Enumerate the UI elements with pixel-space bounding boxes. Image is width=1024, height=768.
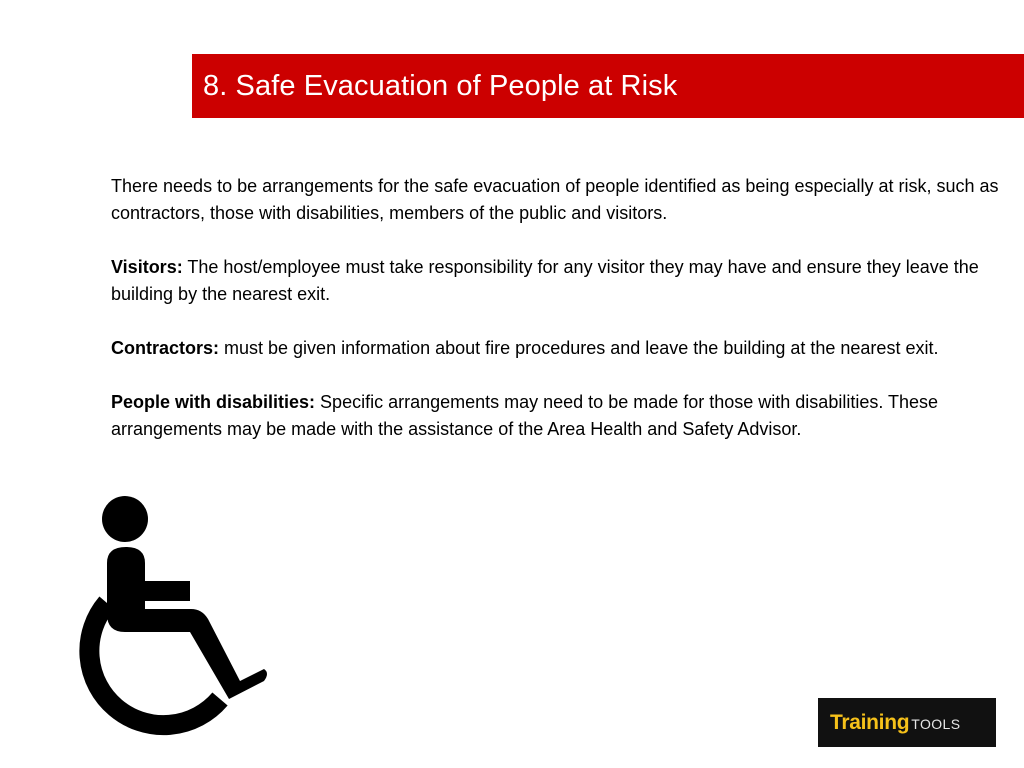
contractors-label: Contractors: xyxy=(111,338,220,358)
wheelchair-icon xyxy=(44,489,279,744)
logo-training: Training xyxy=(830,710,910,734)
logo-tools: TOOLS xyxy=(911,716,961,732)
title-bar xyxy=(192,54,1024,118)
visitors-text: The host/employee must take responsibility for any visitor they may have and ensure they leave the building by the nearest exit. xyxy=(111,257,979,304)
contractors-text: must be given information about fire procedures and leave the building at the nearest exit. xyxy=(219,338,939,358)
slide-title: 8. Safe Evacuation of People at Risk xyxy=(203,69,678,102)
disabilities-paragraph xyxy=(111,389,1011,443)
visitors-paragraph xyxy=(111,254,1011,308)
slide-body xyxy=(111,173,1011,443)
visitors-label: Visitors: xyxy=(111,257,183,277)
training-tools-logo xyxy=(818,698,996,747)
intro-paragraph: There needs to be arrangements for the safe evacuation of people identified as being especially at risk, such as contractors, those with disabilities, members of the public and visitors. xyxy=(111,176,999,223)
contractors-paragraph xyxy=(111,335,1011,362)
disabilities-text: Specific arrangements may need to be made for those with disabilities. These arrangements may be made with the assistance of the Area Health and Safety Advisor. xyxy=(111,392,939,439)
disabilities-label: People with disabilities: xyxy=(111,392,316,412)
